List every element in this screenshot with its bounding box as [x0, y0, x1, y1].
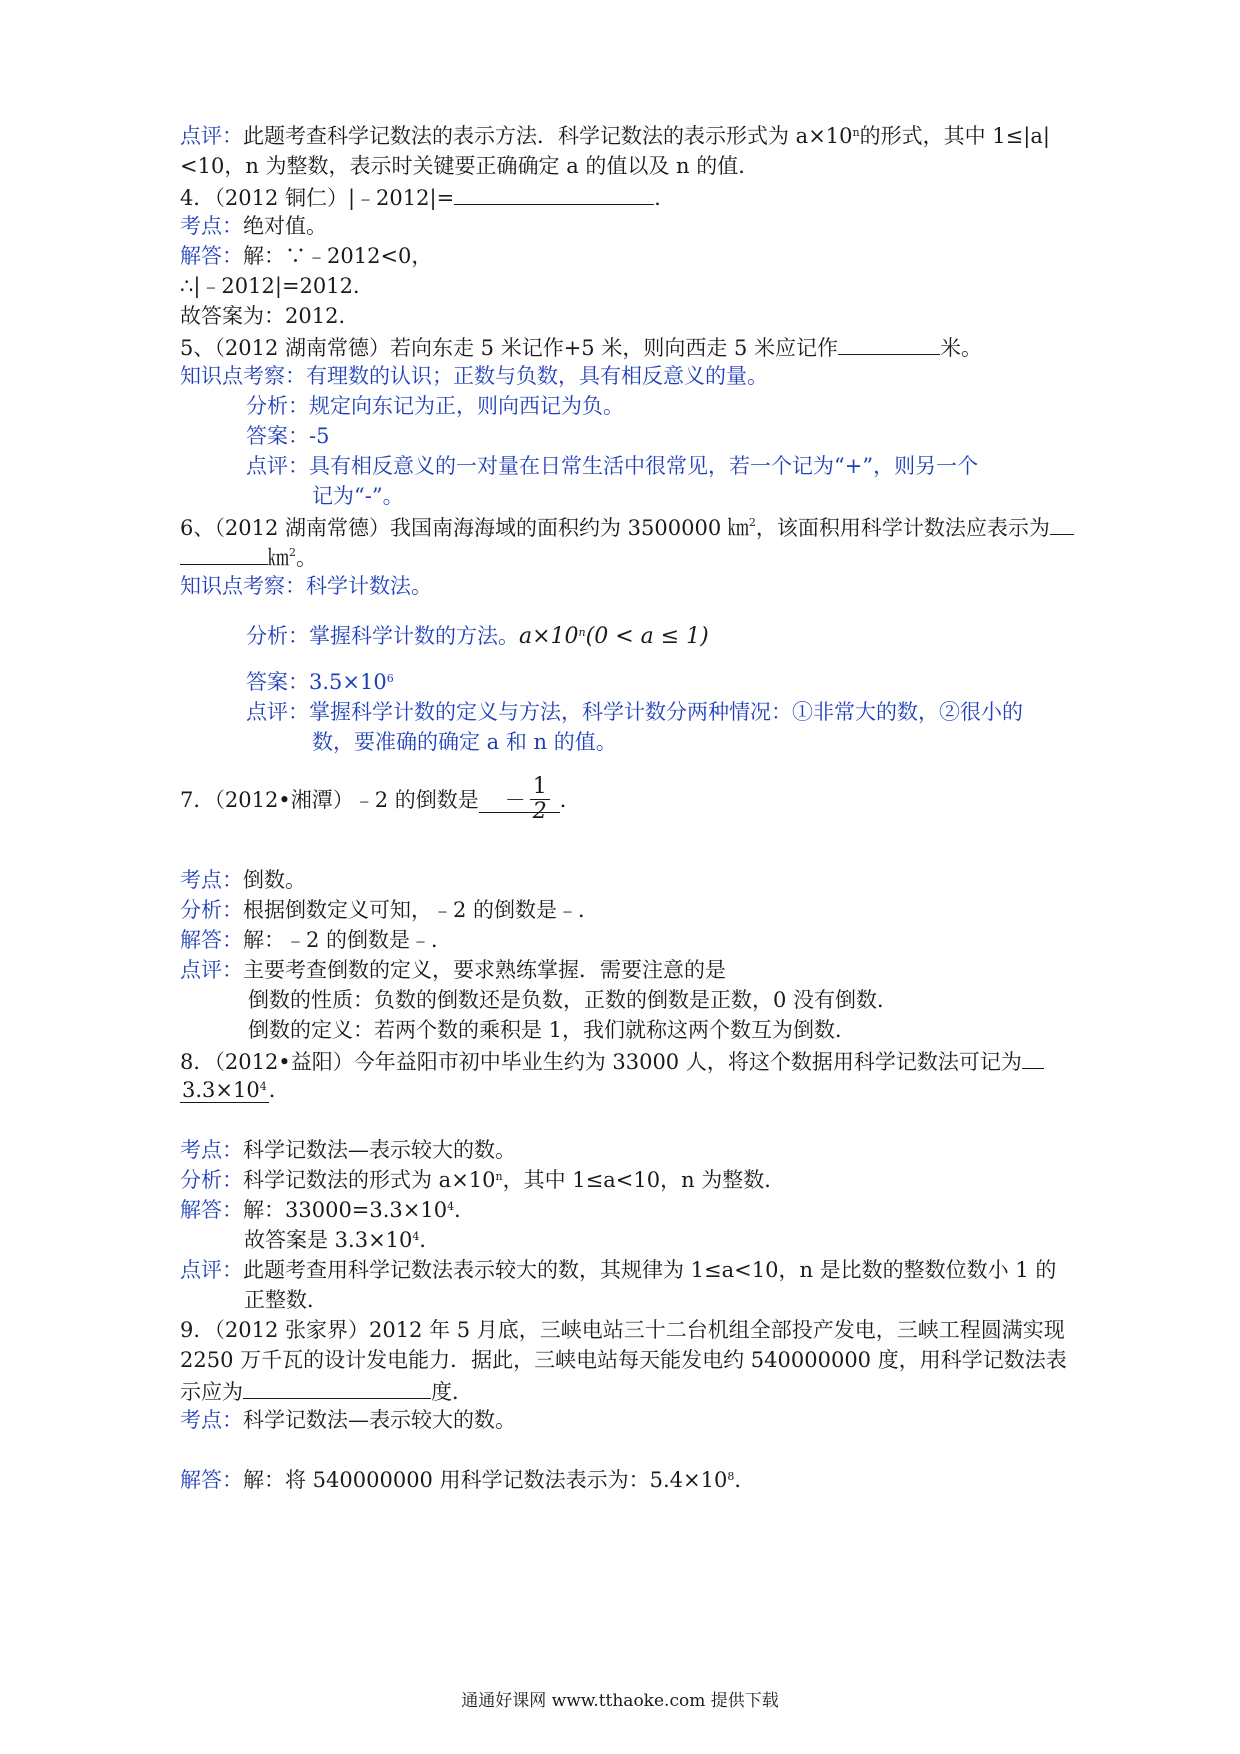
- q6-comment-2: 数，要准确的确定 a 和 n 的值。: [312, 730, 617, 754]
- question-8: 8．（2012•益阳）今年益阳市初中毕业生约为 33000 人，将这个数据用科学记数法可记为: [180, 1046, 1044, 1076]
- page-footer: 通通好课网 www.tthaoke.com 提供下载: [461, 1691, 779, 1711]
- question-9-line-2: 2250 万千瓦的设计发电能力．据此，三峡电站每天能发电约 540000000 度，用科学记数法表: [180, 1348, 1067, 1372]
- q7-analysis: 分析：根据倒数定义可知，﹣2 的倒数是﹣．: [180, 898, 600, 922]
- formula: $a\times 10^n(0 < a \le 1)$: [519, 624, 709, 649]
- q8-solution: 解答：解：$33000=3.3\times 10^4$．: [180, 1198, 476, 1222]
- q6-comment: 点评：掌握科学计数的定义与方法，科学计数分两种情况：①非常大的数，②很小的: [246, 700, 1023, 724]
- q8-comment: 点评：此题考查用科学记数法表示较大的数，其规律为 1≤a<10，n 是比数的整数位数小 1 的: [180, 1258, 1057, 1282]
- answer-blank: [180, 542, 268, 565]
- question-6-line-2: ㎞$^2$。: [180, 542, 317, 572]
- q5-comment-2: 记为“-”。: [312, 484, 404, 508]
- comment-line: 点评：此题考查科学记数法的表示方法．科学记数法的表示形式为 $a\times 10^n$的形式，其中 1≤|a|: [180, 124, 1050, 148]
- answer-blank: [1050, 512, 1074, 535]
- answer-blank: [243, 1376, 431, 1399]
- answer-blank: [1022, 1046, 1044, 1069]
- q6-knowledge: 知识点考察：科学计数法。: [180, 574, 432, 598]
- question-5: 5、（2012 湖南常德）若向东走 5 米记作+5 米，则向西走 5 米应记作 米。: [180, 332, 982, 362]
- question-8-line-2: $3.3\times 10^4$．: [182, 1078, 290, 1102]
- question-6: 6、（2012 湖南常德）我国南海海域的面积约为 3500000 ㎞$^2$，该面积用科学计数法应表示为: [180, 512, 1074, 542]
- q9-solution: 解答：解：将 540000000 用科学记数法表示为：$5.4\times 10^8$．: [180, 1468, 756, 1492]
- q8-analysis: 分析：科学记数法的形式为 $a\times 10^n$，其中 1≤a<10，n 为整数．: [180, 1168, 786, 1192]
- answer-blank: [838, 332, 940, 355]
- q4-step: ∴|﹣2012|=2012．: [180, 274, 374, 298]
- answer-blank: [454, 182, 654, 205]
- q4-jieda: 解答：解：∵﹣2012<0，: [180, 244, 433, 268]
- question-4: 4．（2012 铜仁）|﹣2012|= .: [180, 182, 661, 212]
- q5-analysis: 分析：规定向东记为正，则向西记为负。: [246, 394, 624, 418]
- q7-comment: 点评：主要考查倒数的定义，要求熟练掌握．需要注意的是: [180, 958, 726, 982]
- q4-answer: 故答案为：2012．: [180, 304, 360, 328]
- q8-solution-2: 故答案是 $3.3\times 10^4$．: [244, 1228, 441, 1252]
- answer-fraction: － $\frac{1}{2}$: [479, 788, 560, 813]
- q7-kaodian: 考点：倒数。: [180, 868, 306, 892]
- q5-knowledge: 知识点考察：有理数的认识；正数与负数，具有相反意义的量。: [180, 364, 768, 388]
- question-9-line-3: 示应为 度．: [180, 1376, 473, 1406]
- question-7: 7．（2012•湘潭）﹣2 的倒数是 － $\frac{1}{2}$ ．: [180, 774, 581, 824]
- question-9: 9．（2012 张家界）2012 年 5 月底，三峡电站三十二台机组全部投产发电，三峡工程圆满实现: [180, 1318, 1065, 1342]
- q7-comment-2: 倒数的性质：负数的倒数还是负数，正数的倒数是正数，0 没有倒数．: [248, 988, 899, 1012]
- answer-filled: $3.3\times 10^4$: [182, 1078, 267, 1102]
- q6-analysis: 分析：掌握科学计数的方法。$a\times 10^n(0 < a \le 1)$: [246, 624, 709, 649]
- comment-label: 点评：: [180, 124, 243, 148]
- q5-answer: 答案：-5: [246, 424, 330, 448]
- comment-line-2: <10，n 为整数，表示时关键要正确确定 a 的值以及 n 的值．: [180, 154, 760, 178]
- q6-answer: 答案：$3.5\times 10^6$: [246, 670, 394, 694]
- q9-kaodian: 考点：科学记数法—表示较大的数。: [180, 1408, 516, 1432]
- q7-solution: 解答：解：﹣2 的倒数是﹣．: [180, 928, 453, 952]
- q4-kaodian: 考点：绝对值。: [180, 214, 327, 238]
- q8-comment-2: 正整数．: [244, 1288, 328, 1312]
- q7-comment-3: 倒数的定义：若两个数的乘积是 1，我们就称这两个数互为倒数．: [248, 1018, 857, 1042]
- q5-comment: 点评：具有相反意义的一对量在日常生活中很常见，若一个记为“+”，则另一个: [246, 454, 979, 478]
- q8-kaodian: 考点：科学记数法—表示较大的数。: [180, 1138, 516, 1162]
- comment-text: 此题考查科学记数法的表示方法．科学记数法的表示形式为 a×10: [243, 124, 853, 148]
